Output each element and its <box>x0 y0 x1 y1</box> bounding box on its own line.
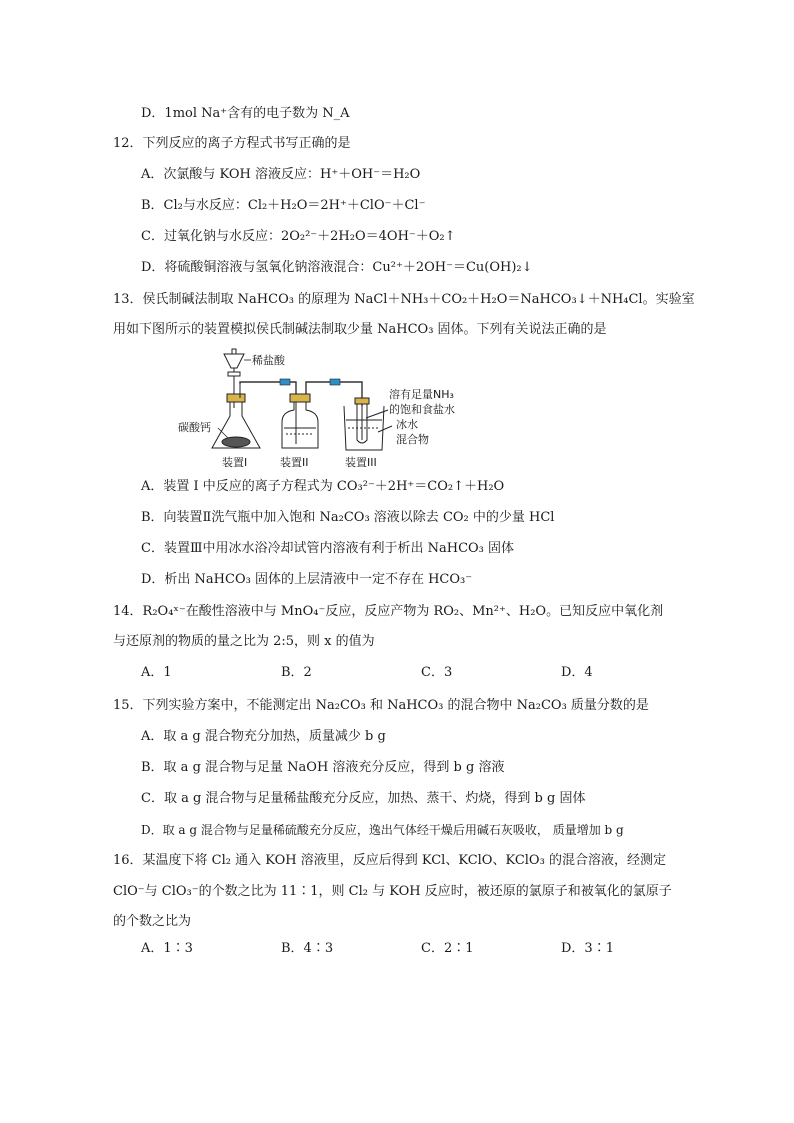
q16-option-b: B．4∶3 <box>281 941 334 956</box>
q11-option-d: D．1mol Na⁺含有的电子数为 N_A <box>141 106 350 121</box>
acid-label: 稀盐酸 <box>252 354 285 367</box>
q12-option-c: C．过氧化钠与水反应：2O₂²⁻＋2H₂O＝4OH⁻＋O₂↑ <box>141 229 456 244</box>
q15-option-c: C．取 a g 混合物与足量稀盐酸充分反应，加热、蒸干、灼烧，得到 b g 固体 <box>141 791 586 806</box>
q15-stem: 15．下列实验方案中，不能测定出 Na₂CO₃ 和 NaHCO₃ 的混合物中 Na₂CO₃ 质量分数的是 <box>113 698 649 713</box>
q14-option-c: C．3 <box>421 665 453 680</box>
conical-flask <box>212 384 260 448</box>
apparatus-diagram <box>170 348 470 473</box>
solution-label-1: 溶有足量NH₃ <box>389 388 454 401</box>
q12-option-a: A．次氯酸与 KOH 溶液反应：H⁺＋OH⁻＝H₂O <box>141 167 421 182</box>
q15-option-b: B．取 a g 混合物与足量 NaOH 溶液充分反应，得到 b g 溶液 <box>141 760 505 775</box>
q13-option-d: D．析出 NaHCO₃ 固体的上层清液中一定不存在 HCO₃⁻ <box>141 572 473 587</box>
solution-label-2: 的饱和食盐水 <box>389 403 455 416</box>
ice-label-1: 冰水 <box>396 418 418 431</box>
q14-option-d: D．4 <box>561 665 593 680</box>
ice-label-2: 混合物 <box>396 433 429 446</box>
beaker-test-tube <box>344 398 392 450</box>
wash-bottle <box>282 394 318 448</box>
q16-option-c: C．2∶1 <box>421 941 474 956</box>
q12-option-b: B．Cl₂与水反应：Cl₂＋H₂O＝2H⁺＋ClO⁻＋Cl⁻ <box>141 198 426 213</box>
solid-label: 碳酸钙 <box>178 421 211 434</box>
q16-stem-line1: 16．某温度下将 Cl₂ 通入 KOH 溶液里，反应后得到 KCl、KClO、KClO₃ 的混合溶液，经测定 <box>113 853 666 868</box>
q13-option-a: A．装置 I 中反应的离子方程式为 CO₃²⁻＋2H⁺＝CO₂↑＋H₂O <box>141 479 505 494</box>
q16-stem-line3: 的个数之比为 <box>113 914 192 929</box>
q16-option-d: D．3∶1 <box>561 941 614 956</box>
device-2-label: 装置II <box>280 456 309 469</box>
q13-option-c: C．装置Ⅲ中用冰水浴冷却试管内溶液有利于析出 NaHCO₃ 固体 <box>141 541 515 556</box>
q13-stem-line1: 13．侯氏制碱法制取 NaHCO₃ 的原理为 NaCl＋NH₃＋CO₂＋H₂O＝NaHCO₃↓＋NH₄Cl。实验室 <box>113 292 695 307</box>
q12-option-d: D．将硫酸铜溶液与氢氧化钠溶液混合：Cu²⁺＋2OH⁻＝Cu(OH)₂↓ <box>141 260 533 275</box>
q16-option-a: A．1∶3 <box>141 941 193 956</box>
q14-stem-line1: 14．R₂O₄ˣ⁻在酸性溶液中与 MnO₄⁻反应，反应产物为 RO₂、Mn²⁺、H₂O。已知反应中氧化剂 <box>113 604 664 619</box>
q13-stem-line2: 用如下图所示的装置模拟侯氏制碱法制取少量 NaHCO₃ 固体。下列有关说法正确的是 <box>113 322 607 337</box>
q14-option-a: A．1 <box>141 665 172 680</box>
q12-stem: 12．下列反应的离子方程式书写正确的是 <box>113 136 351 151</box>
q13-option-b: B．向装置Ⅱ洗气瓶中加入饱和 Na₂CO₃ 溶液以除去 CO₂ 中的少量 HCl <box>141 510 555 525</box>
q14-stem-line2: 与还原剂的物质的量之比为 2:5，则 x 的值为 <box>113 634 375 649</box>
q16-options <box>141 940 701 958</box>
device-1-label: 装置I <box>222 456 248 469</box>
q14-option-b: B．2 <box>281 665 312 680</box>
q14-options <box>141 664 701 682</box>
device-3-label: 装置III <box>345 456 377 469</box>
q16-stem-line2: ClO⁻与 ClO₃⁻的个数之比为 11∶1，则 Cl₂ 与 KOH 反应时，被还原的氯原子和被氧化的氯原子 <box>113 884 672 899</box>
q15-option-d: D．取 a g 混合物与足量稀硫酸充分反应，逸出气体经干燥后用碱石灰吸收， 质量增加 b g <box>141 823 624 837</box>
q15-option-a: A．取 a g 混合物充分加热，质量减少 b g <box>141 729 386 744</box>
